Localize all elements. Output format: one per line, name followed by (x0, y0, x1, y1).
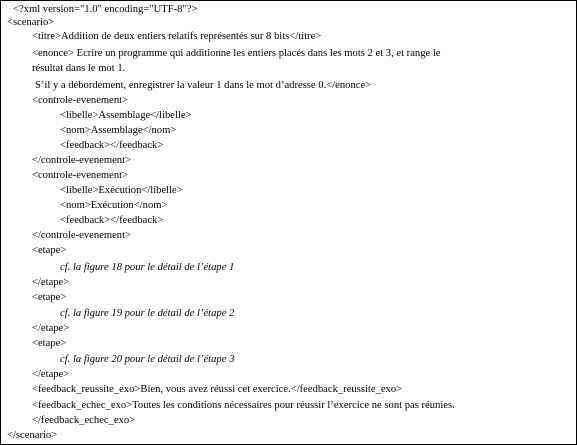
enonce-line-3: S’il y a débordement, enregistrer la valeur 1 dans le mot d’adresse 0.</enonce> (35, 80, 372, 91)
libelle-line: <libelle>Exécution</libelle> (60, 185, 183, 196)
feedback-line: <feedback></feedback> (60, 215, 164, 226)
controle-evenement-open-line: <controle-evenement> (32, 170, 129, 181)
controle-evenement-close-line: </controle-evenement> (32, 230, 132, 241)
feedback-echec-close-line: </feedback_echec_exo> (32, 415, 136, 426)
etape-close-line: </etape> (32, 277, 70, 288)
etape-close-line: </etape> (32, 323, 70, 334)
etape-2-reference: cf. la figure 19 pour le détail de l’étape 2 (60, 308, 235, 319)
enonce-line-2: résultat dans le mot 1. (32, 63, 126, 74)
controle-evenement-close-line: </controle-evenement> (32, 155, 132, 166)
nom-line: <nom>Assemblage</nom> (60, 125, 177, 136)
etape-close-line: </etape> (32, 369, 70, 380)
etape-open-line: <etape> (32, 245, 67, 256)
controle-evenement-open-line: <controle-evenement> (32, 95, 129, 106)
feedback-line: <feedback></feedback> (60, 140, 164, 151)
feedback-reussite-line: <feedback_reussite_exo>Bien, vous avez réussi cet exercice.</feedback_reussite_exo> (32, 384, 403, 395)
enonce-line-1: <enonce> Ecrire un programme qui additionne les entiers placés dans les mots 2 et 3, et range le (32, 48, 441, 59)
feedback-echec-line: <feedback_echec_exo>Toutes les conditions nécessaires pour réussir l’exercice ne sont pas réunies. (32, 400, 455, 411)
etape-3-reference: cf. la figure 20 pour le détail de l’étape 3 (60, 354, 235, 365)
scenario-close-line: </scenario> (7, 430, 58, 441)
etape-open-line: <etape> (32, 292, 67, 303)
libelle-line: <libelle>Assemblage</libelle> (60, 110, 192, 121)
xml-declaration-line: <?xml version="1.0" encoding="UTF-8"?> (13, 4, 198, 15)
titre-line: <titre>Addition de deux entiers relatifs représentés sur 8 bits</titre> (32, 31, 322, 42)
etape-open-line: <etape> (32, 338, 67, 349)
scenario-open-line: <scenario> (7, 17, 55, 28)
etape-1-reference: cf. la figure 18 pour le détail de l’étape 1 (60, 262, 235, 273)
nom-line: <nom>Exécution</nom> (60, 200, 168, 211)
